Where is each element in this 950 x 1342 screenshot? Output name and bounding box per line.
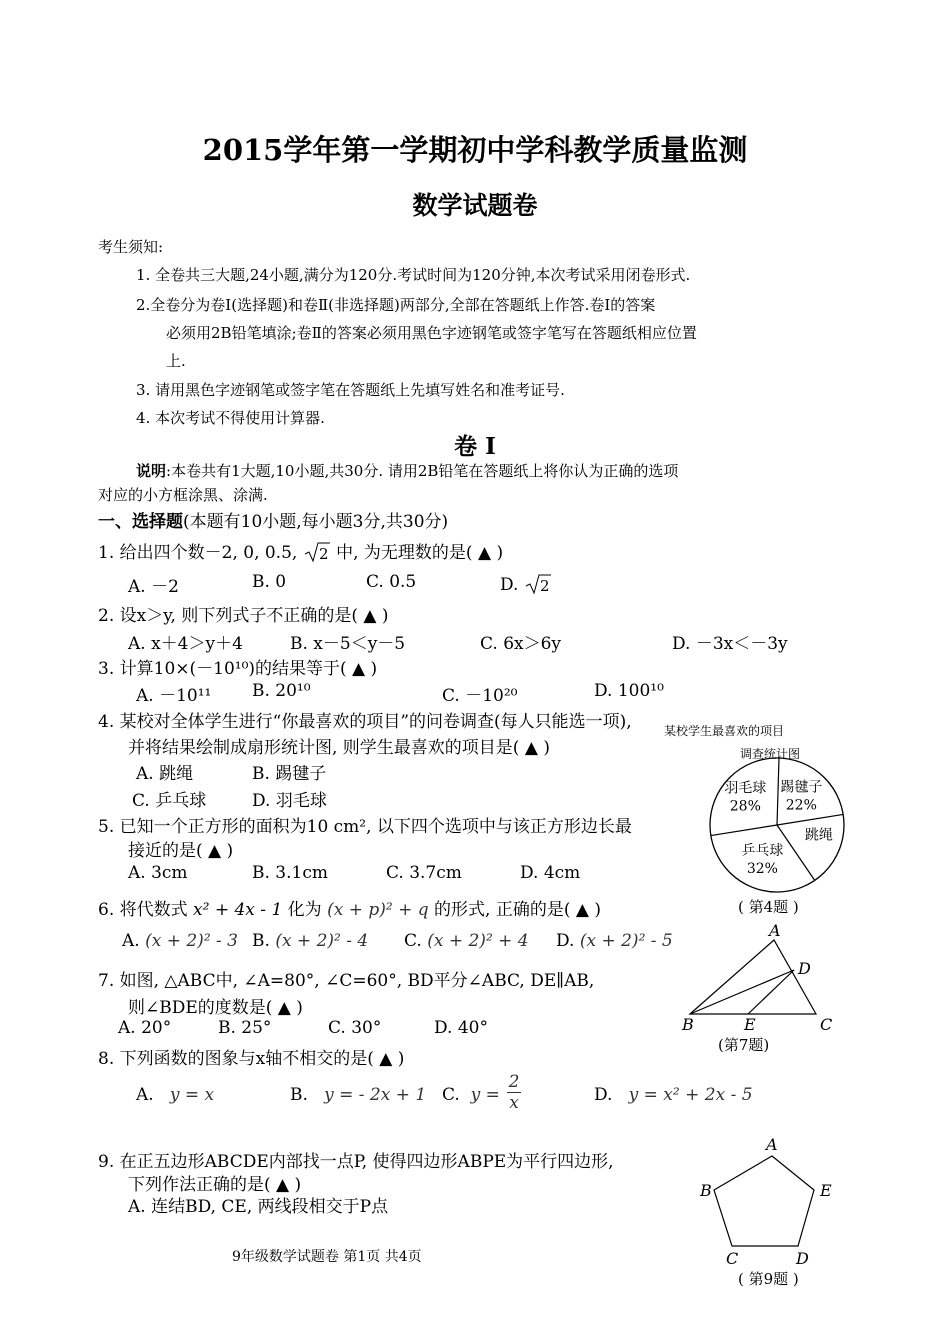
- label-d: D: [796, 1249, 809, 1268]
- label-d: D: [798, 959, 811, 978]
- segment-bd: [690, 970, 794, 1014]
- label-c: C: [726, 1249, 739, 1268]
- triangle-figure: [676, 918, 846, 1038]
- pie-caption: ( 第4题 ): [738, 898, 799, 916]
- q5-option-c: C. 3.7cm: [386, 863, 462, 883]
- question-1: [98, 538, 503, 564]
- q7-option-b: B. 25°: [218, 1018, 272, 1038]
- q1-option-d: [500, 572, 552, 596]
- pie-slice-value: 32%: [746, 860, 778, 877]
- q8-option-d: [594, 1085, 753, 1105]
- sqrt2-icon: [303, 540, 331, 564]
- q6-d-expr: (x + 2)² - 5: [579, 931, 673, 951]
- q6-option-a: [122, 931, 238, 951]
- q5-option-a: A. 3cm: [128, 863, 188, 883]
- q1-option-c: C. 0.5: [366, 572, 417, 592]
- notice-item-1: 1. 全卷共三大题,24小题,满分为120分.考试时间为120分钟,本次考试采用闭卷形式.: [136, 266, 691, 284]
- q8-c-numerator: 2: [508, 1072, 520, 1092]
- pentagon-figure: [696, 1132, 846, 1272]
- q6-expr: x² + 4x - 1: [193, 900, 283, 920]
- question-8: 8. 下列函数的图象与x轴不相交的是( ▲ ): [98, 1049, 405, 1069]
- pie-title-1: 某校学生最喜欢的项目: [664, 724, 785, 738]
- q5-option-d: D. 4cm: [520, 863, 581, 883]
- notice-item-4: 4. 本次考试不得使用计算器.: [136, 409, 325, 427]
- q2-option-c: C. 6x＞6y: [480, 634, 562, 654]
- sqrt2-icon: [524, 572, 552, 596]
- q5-option-b: B. 3.1cm: [252, 863, 328, 883]
- question-7-line2: 则∠BDE的度数是( ▲ ): [128, 998, 303, 1018]
- q6-option-b: [252, 931, 368, 951]
- notice-item-2-cont: 必须用2B铅笔填涂;卷Ⅱ的答案必须用黑色字迹钢笔或签字笔写在答题纸相应位置: [166, 324, 697, 342]
- pie-slice-boundary: [711, 825, 777, 836]
- label-a: A: [766, 1135, 778, 1154]
- q7-option-a: A. 20°: [118, 1018, 172, 1038]
- q1-option-d-label: D.: [500, 575, 519, 595]
- q6-stem-b: 化为: [287, 900, 322, 920]
- pie-slice-label: 乒乓球: [741, 842, 784, 859]
- q7-option-d: D. 40°: [434, 1018, 488, 1038]
- label-b: B: [700, 1181, 712, 1200]
- q8-a-label: A.: [136, 1085, 154, 1105]
- q1-stem-b: 中, 为无理数的是( ▲ ): [336, 543, 504, 563]
- q6-stem-a: 6. 将代数式: [98, 900, 188, 920]
- explain-text: :本卷共有1大题,10小题,共30分. 请用2B铅笔在答题纸上将你认为正确的选项: [166, 462, 679, 480]
- q8-c-frac: [507, 1072, 521, 1113]
- question-4-line2: 并将结果绘制成扇形统计图, 则学生最喜欢的项目是( ▲ ): [128, 738, 550, 758]
- pentagon-abcde: [714, 1156, 814, 1246]
- q3-option-d: D. 100¹⁰: [594, 681, 664, 701]
- q8-option-b: [290, 1085, 426, 1105]
- q8-b-label: B.: [290, 1085, 308, 1105]
- q8-a-expr: y = x: [169, 1085, 215, 1105]
- q2-option-d: D. －3x＜－3y: [672, 634, 788, 654]
- part-desc: (本题有10小题,每小题3分,共30分): [183, 512, 449, 532]
- pie-slice-value: 28%: [729, 798, 761, 815]
- q1-option-b: B. 0: [252, 572, 287, 592]
- q3-option-b: B. 20¹⁰: [252, 681, 311, 701]
- q4-option-c: C. 乒乓球: [132, 791, 207, 811]
- pie-slice-label: 羽毛球: [724, 780, 767, 797]
- section-explain-line2: 对应的小方框涂黑、涂满.: [98, 486, 268, 504]
- question-5-line2: 接近的是( ▲ ): [128, 841, 234, 861]
- q7-option-c: C. 30°: [328, 1018, 382, 1038]
- question-9-line1: 9. 在正五边形ABCDE内部找一点P, 使得四边形ABPE为平行四边形,: [98, 1152, 614, 1172]
- label-b: B: [682, 1015, 694, 1034]
- q6-c-label: C.: [404, 931, 422, 951]
- q8-d-label: D.: [594, 1085, 613, 1105]
- pie-slice-value: 22%: [785, 797, 817, 814]
- pie-slice-boundary: [777, 814, 843, 825]
- triangle-caption: (第7题): [718, 1036, 770, 1054]
- q1-option-a: A. －2: [128, 577, 179, 597]
- pie-chart: [700, 755, 860, 895]
- q6-a-label: A.: [122, 931, 140, 951]
- segment-de: [748, 970, 794, 1014]
- section-heading: 卷 Ⅰ: [454, 433, 496, 460]
- part-heading: [98, 507, 448, 532]
- svg-text:2: 2: [539, 577, 550, 595]
- label-e: E: [820, 1181, 832, 1200]
- q6-d-label: D.: [556, 931, 575, 951]
- section-explain-line1: [136, 460, 678, 481]
- q8-option-c: [442, 1085, 500, 1105]
- question-5-line1: 5. 已知一个正方形的面积为10 cm², 以下四个选项中与该正方形边长最: [98, 817, 632, 837]
- question-9-line2: 下列作法正确的是( ▲ ): [128, 1175, 302, 1195]
- q4-option-b: B. 踢毽子: [252, 764, 327, 784]
- q8-c-label: C.: [442, 1085, 460, 1105]
- question-3: 3. 计算10×(－10¹⁰)的结果等于( ▲ ): [98, 659, 378, 679]
- q8-option-a: [136, 1085, 214, 1105]
- pie-slice-label: 跳绳: [804, 827, 833, 844]
- q4-option-d: D. 羽毛球: [252, 791, 327, 811]
- notice-item-2-end: 上.: [166, 352, 186, 370]
- q6-b-label: B.: [252, 931, 270, 951]
- pie-slice-boundary: [777, 758, 779, 825]
- notice-item-2: 2.全卷分为卷Ⅰ(选择题)和卷Ⅱ(非选择题)两部分,全部在答题纸上作答.卷Ⅰ的答案: [136, 296, 656, 314]
- q3-option-c: C. －10²⁰: [442, 686, 518, 706]
- label-a: A: [769, 921, 781, 940]
- q6-a-expr: (x + 2)² - 3: [145, 931, 238, 951]
- q2-option-a: A. x＋4＞y＋4: [128, 634, 243, 654]
- pie-title-2: 调查统计图: [740, 747, 801, 761]
- q8-d-expr: y = x² + 2x - 5: [628, 1085, 753, 1105]
- notice-heading: 考生须知:: [98, 238, 164, 256]
- q6-expr2: (x + p)² + q: [327, 900, 429, 920]
- page-footer: 9年级数学试题卷 第1页 共4页: [232, 1249, 422, 1265]
- q8-c-lhs: y =: [470, 1085, 500, 1105]
- q4-option-a: A. 跳绳: [136, 764, 194, 784]
- question-7-line1: 7. 如图, △ABC中, ∠A=80°, ∠C=60°, BD平分∠ABC, DE∥AB,: [98, 971, 595, 991]
- pentagon-caption: ( 第9题 ): [738, 1270, 799, 1288]
- pie-slice-label: 踢毽子: [780, 779, 823, 796]
- q3-option-a: A. －10¹¹: [136, 686, 212, 706]
- q6-option-d: [556, 931, 673, 951]
- q6-c-expr: (x + 2)² + 4: [427, 931, 529, 951]
- svg-text:2: 2: [318, 545, 329, 563]
- q2-option-b: B. x－5＜y－5: [290, 634, 406, 654]
- q1-stem-a: 1. 给出四个数－2, 0, 0.5,: [98, 543, 298, 563]
- explain-label: 说明: [136, 462, 167, 480]
- q6-option-c: [404, 931, 529, 951]
- page-title: 2015学年第一学期初中学科教学质量监测: [202, 133, 748, 167]
- q6-b-expr: (x + 2)² - 4: [275, 931, 369, 951]
- question-6: [98, 895, 601, 920]
- label-c: C: [820, 1015, 833, 1034]
- part-title: 一、选择题: [98, 512, 183, 532]
- question-2: 2. 设x＞y, 则下列式子不正确的是( ▲ ): [98, 606, 389, 626]
- q8-c-denominator: x: [507, 1092, 521, 1113]
- q9-option-a: A. 连结BD, CE, 两线段相交于P点: [128, 1197, 389, 1217]
- q6-stem-c: 的形式, 正确的是( ▲ ): [434, 900, 601, 920]
- page-subtitle: 数学试题卷: [412, 191, 538, 220]
- q8-b-expr: y = - 2x + 1: [324, 1085, 427, 1105]
- notice-item-3: 3. 请用黑色字迹钢笔或签字笔在答题纸上先填写姓名和准考证号.: [136, 381, 565, 399]
- question-4-line1: 4. 某校对全体学生进行“你最喜欢的项目”的问卷调查(每人只能选一项),: [98, 712, 632, 732]
- label-e: E: [744, 1015, 756, 1034]
